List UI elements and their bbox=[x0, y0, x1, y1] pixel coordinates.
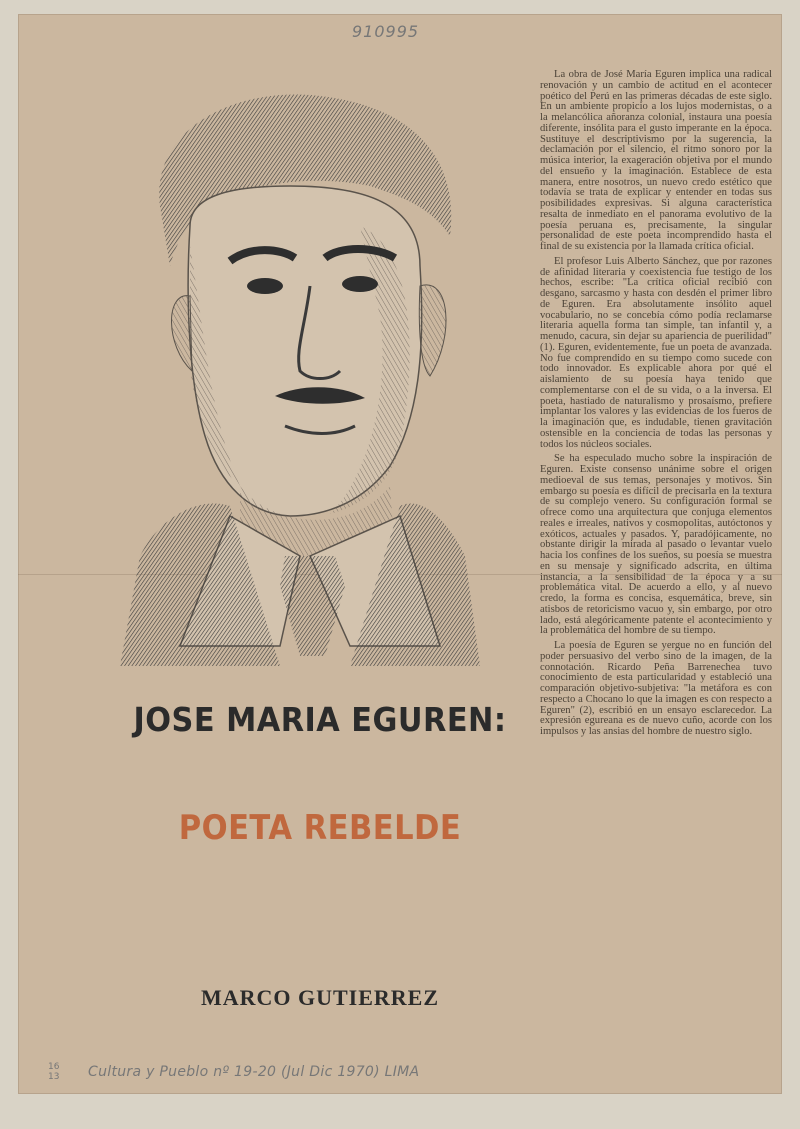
article-subtitle: POETA REBELDE bbox=[178, 808, 462, 848]
portrait-image bbox=[120, 86, 480, 666]
article-paragraph: Se ha especulado mucho sobre la inspiración de Eguren. Existe consenso unánime sobre el origen medioeval de sus temas, personajes y motivos. Sin embargo su poesía es difícil de precisarla en la textura de su complejo venero. Su configuración formal se ofrece como una arquitectura que conjuga elementos reales e irreales, nativos y cosmopolitas, autóctonos y exóticos, actuales y pasados. Y, paradójicamente, no obstante dirigir la mirada al pasado o levantar vuelo hacia los confines de los sueños, su poesía se muestra en su mensaje y significado adscrita, en última instancia, a la sensibilidad de la época y a su problemática vital. De acuerdo a ello, y al nuevo credo, la forma es concisa, esquemática, breve, sin atisbos de retoricismo vacuo y, sin embargo, por otro lado, está alegóricamente patente el acontecimiento y la problemática del hombre de su tiempo. bbox=[540, 453, 772, 637]
article-paragraph: La obra de José María Eguren implica una radical renovación y un cambio de actitud en el acontecer poético del Perú en las primeras décadas de este siglo. En un ambiente propicio a los lujos modernistas, o a la melancólica añoranza colonial, instaura una poesía diferente, insólita para el gusto imperante en la época. Sustituye el descriptivismo por la sugerencia, la declamación por el silencio, el ritmo sonoro por la música interior, la exageración objetiva por el mundo del ensueño y la imaginación. Establece de esta manera, entre nosotros, un nuevo credo estético que todavía se trata de explicar y entender en todas sus posibilidades expresivas. Si alguna característica resalta de inmediato en el panorama evolutivo de la poesía peruana es, precisamente, la singular personalidad de este poeta incomprendido hasta el final de su existencia por la llamada crítica oficial. bbox=[540, 69, 772, 252]
article-body bbox=[540, 70, 772, 742]
margin-number: 16 13 bbox=[48, 1062, 60, 1082]
article-title: JOSE MARIA EGUREN: bbox=[133, 700, 507, 739]
article-author: MARCO GUTIERREZ bbox=[200, 985, 440, 1010]
portrait-engraving-icon bbox=[120, 86, 480, 666]
article-paragraph: El profesor Luis Alberto Sánchez, que por razones de afinidad literaria y coexistencia fue testigo de los hechos, escribe: "La crítica oficial recibió con desgano, sarcasmo y hasta con desdén el primer libro de Eguren. Era absolutamente insólito aquel vocabulario, no se concebía cómo podía reclamarse literaria aquella forma tan simple, tan infantil y, a menudo, cacura, sin dejar su apariencia de puerilidad" (1). Eguren, evidentemente, fue un poeta de avanzada. No fue comprendido en su tiempo como sucede con todo innovador. Es explicable ahora por qué el aislamiento de su poesía haya tenido que complementarse con el de su vida, o a la inversa. El poeta, hastiado de naturalismo y prosaísmo, prefiere implantar los valores y las evidencias de los fueros de la imaginación que, es indudable, tienen gravitación ostensible en la conciencia de todas las personas y todos los núcleos sociales. bbox=[540, 255, 772, 450]
archive-code: 910995 bbox=[352, 22, 420, 41]
handwritten-source-note: Cultura y Pueblo nº 19-20 (Jul Dic 1970) LIMA bbox=[88, 1064, 420, 1080]
article-paragraph: La poesía de Eguren se yergue no en función del poder persuasivo del verbo sino de la imagen, de la connotación. Ricardo Peña Barrenechea tuvo conocimiento de esta particularidad y estableció una comparación objetivo-subjetiva: "la metáfora es con respecto a Chocano lo que la imagen es con respecto a Eguren" (2), escribió en un ensayo esclarecedor. La expresión egureana es de nuevo cuño, acorde con los impulsos y las ansias del hombre de nuestro siglo. bbox=[540, 640, 772, 737]
